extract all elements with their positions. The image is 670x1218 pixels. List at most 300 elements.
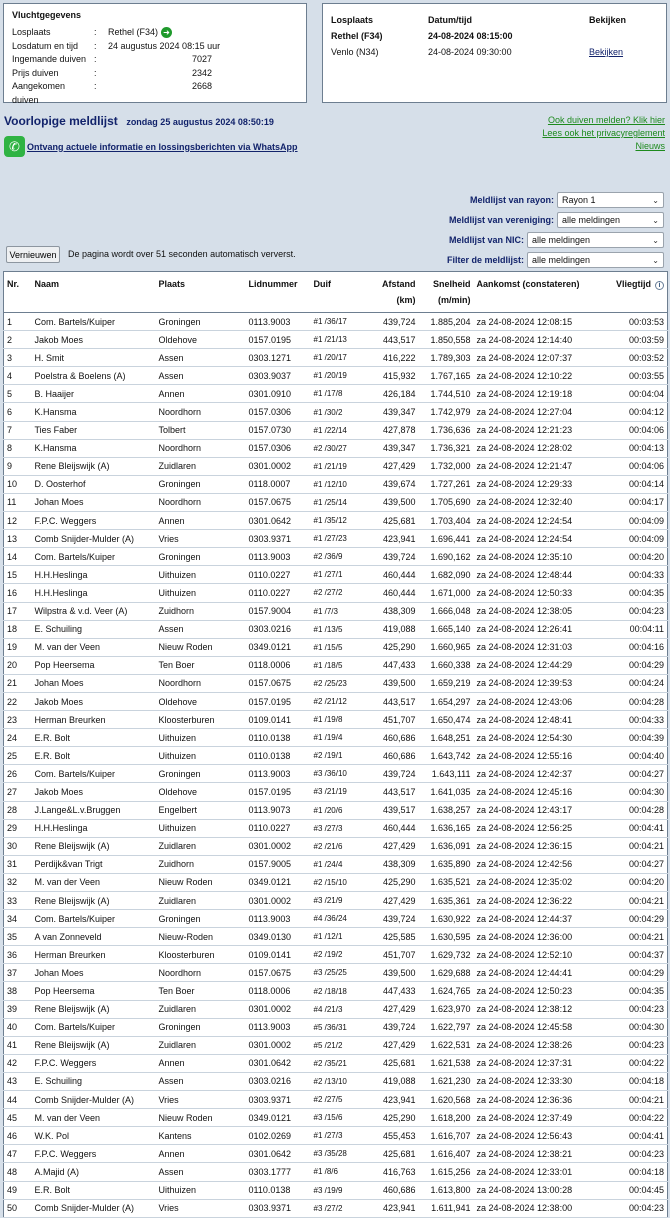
row-nr: 14 xyxy=(4,548,32,566)
chevron-down-icon: ⌄ xyxy=(652,215,659,225)
row-speed: 1.635,890 xyxy=(419,855,474,873)
row-member: 0301.0002 xyxy=(246,837,311,855)
row-nr: 24 xyxy=(4,729,32,747)
prize-birds-label: Prijs duiven xyxy=(12,67,59,78)
news-link[interactable]: Nieuws xyxy=(635,141,665,151)
row-name: Rene Bleijswijk (A) xyxy=(32,1000,156,1018)
row-name: B. Haaijer xyxy=(32,385,156,403)
table-row xyxy=(4,910,668,928)
row-speed: 1.630,595 xyxy=(419,928,474,946)
row-nr: 38 xyxy=(4,982,32,1000)
flight-info-title: Vluchtgegevens xyxy=(12,10,82,20)
list-datetime: zondag 25 augustus 2024 08:50:19 xyxy=(126,117,274,127)
results-table xyxy=(3,271,668,1218)
row-name: Johan Moes xyxy=(32,964,156,982)
row-place: Zuidlaren xyxy=(156,892,246,910)
row-distance: 460,686 xyxy=(367,747,419,765)
row-member: 0349.0121 xyxy=(246,873,311,891)
row-bird: #3 /27/2 xyxy=(311,1199,367,1217)
chevron-down-icon: ⌄ xyxy=(652,195,659,205)
row-nr: 23 xyxy=(4,711,32,729)
row-member: 0113.9003 xyxy=(246,1018,311,1036)
row-speed: 1.732,000 xyxy=(419,457,474,475)
table-row xyxy=(4,892,668,910)
table-row xyxy=(4,602,668,620)
row-name: M. van der Veen xyxy=(32,873,156,891)
row-arrival: za 24-08-2024 12:52:10 xyxy=(474,946,602,964)
list-filter-row xyxy=(447,252,664,268)
table-row xyxy=(4,747,668,765)
row-name: Rene Bleijswijk (A) xyxy=(32,892,156,910)
row-distance: 439,500 xyxy=(367,964,419,982)
row-flighttime: 00:04:21 xyxy=(602,1091,668,1109)
row-place: Assen xyxy=(156,1072,246,1090)
row-distance: 443,517 xyxy=(367,331,419,349)
row-flighttime: 00:04:41 xyxy=(602,819,668,837)
row-nr: 31 xyxy=(4,855,32,873)
row-member: 0110.0138 xyxy=(246,729,311,747)
row-distance: 447,433 xyxy=(367,982,419,1000)
row-distance: 443,517 xyxy=(367,692,419,710)
table-header-row xyxy=(4,272,668,313)
row-bird: #3 /25/25 xyxy=(311,964,367,982)
row-distance: 439,724 xyxy=(367,910,419,928)
row-speed: 1.665,140 xyxy=(419,620,474,638)
rayon-select[interactable] xyxy=(557,192,664,208)
row-name: E. Schuiling xyxy=(32,620,156,638)
row-bird: #2 /18/18 xyxy=(311,982,367,1000)
row-bird: #2 /27/2 xyxy=(311,584,367,602)
club-select-value: alle meldingen xyxy=(562,215,621,225)
refresh-button[interactable]: Vernieuwen xyxy=(6,246,60,263)
row-bird: #2 /21/12 xyxy=(311,692,367,710)
col-nr: Nr. xyxy=(4,272,32,313)
row-arrival: za 24-08-2024 12:32:40 xyxy=(474,493,602,511)
row-member: 0303.9371 xyxy=(246,530,311,548)
row-nr: 40 xyxy=(4,1018,32,1036)
row-speed: 1.622,531 xyxy=(419,1036,474,1054)
row-place: Groningen xyxy=(156,910,246,928)
row-bird: #1 /22/14 xyxy=(311,421,367,439)
row-speed: 1.623,970 xyxy=(419,1000,474,1018)
table-row xyxy=(4,638,668,656)
row-place: Groningen xyxy=(156,475,246,493)
row-speed: 1.736,321 xyxy=(419,439,474,457)
row-speed: 1.850,558 xyxy=(419,331,474,349)
row-name: A.Majid (A) xyxy=(32,1163,156,1181)
row-flighttime: 00:04:30 xyxy=(602,783,668,801)
row-member: 0157.9004 xyxy=(246,602,311,620)
row-distance: 423,941 xyxy=(367,1091,419,1109)
row-bird: #5 /21/2 xyxy=(311,1036,367,1054)
row-nr: 21 xyxy=(4,674,32,692)
row-bird: #3 /36/10 xyxy=(311,765,367,783)
row-distance: 427,878 xyxy=(367,421,419,439)
nic-select-value: alle meldingen xyxy=(532,235,591,245)
row-place: Annen xyxy=(156,1145,246,1163)
row-speed: 1.744,510 xyxy=(419,385,474,403)
row-place: Assen xyxy=(156,1163,246,1181)
row-place: Assen xyxy=(156,349,246,367)
row-flighttime: 00:04:04 xyxy=(602,385,668,403)
row-bird: #1 /20/17 xyxy=(311,349,367,367)
table-row xyxy=(4,1072,668,1090)
row-place: Uithuizen xyxy=(156,566,246,584)
row-bird: #1 /21/13 xyxy=(311,331,367,349)
row-member: 0303.0216 xyxy=(246,1072,311,1090)
row-distance: 460,444 xyxy=(367,566,419,584)
col-speed-label: Snelheid xyxy=(432,279,471,289)
report-birds-link[interactable]: Ook duiven melden? Klik hier xyxy=(547,115,665,125)
row-speed: 1.727,261 xyxy=(419,475,474,493)
row-place: Nieuw Roden xyxy=(156,1109,246,1127)
table-row xyxy=(4,964,668,982)
row-member: 0301.0002 xyxy=(246,1036,311,1054)
table-row xyxy=(4,946,668,964)
row-flighttime: 00:04:45 xyxy=(602,1181,668,1199)
row-place: Annen xyxy=(156,512,246,530)
row-distance: 438,309 xyxy=(367,602,419,620)
row-bird: #1 /25/14 xyxy=(311,493,367,511)
row-member: 0157.0675 xyxy=(246,493,311,511)
whatsapp-banner[interactable] xyxy=(4,136,298,157)
row-nr: 50 xyxy=(4,1199,32,1217)
row-distance: 439,724 xyxy=(367,313,419,331)
row-name: W.K. Pol xyxy=(32,1127,156,1145)
row-arrival: za 24-08-2024 12:37:31 xyxy=(474,1054,602,1072)
row-bird: #1 /27/23 xyxy=(311,530,367,548)
row-arrival: za 24-08-2024 12:38:12 xyxy=(474,1000,602,1018)
row-distance: 455,453 xyxy=(367,1127,419,1145)
release-view-link xyxy=(589,28,658,44)
table-row xyxy=(4,711,668,729)
row-flighttime: 00:03:59 xyxy=(602,331,668,349)
row-name: Wilpstra & v.d. Veer (A) xyxy=(32,602,156,620)
row-member: 0110.0227 xyxy=(246,819,311,837)
row-speed: 1.636,091 xyxy=(419,837,474,855)
row-place: Noordhorn xyxy=(156,403,246,421)
row-flighttime: 00:04:21 xyxy=(602,837,668,855)
row-bird: #1 /24/4 xyxy=(311,855,367,873)
row-distance: 425,681 xyxy=(367,1054,419,1072)
row-speed: 1.650,474 xyxy=(419,711,474,729)
row-bird: #2 /21/6 xyxy=(311,837,367,855)
flight-info-row xyxy=(12,80,298,105)
table-row xyxy=(4,855,668,873)
flight-info-row xyxy=(12,53,298,67)
row-speed: 1.638,257 xyxy=(419,801,474,819)
row-place: Kantens xyxy=(156,1127,246,1145)
row-name: Poelstra & Boelens (A) xyxy=(32,367,156,385)
row-nr: 20 xyxy=(4,656,32,674)
col-speed xyxy=(419,272,474,313)
row-nr: 33 xyxy=(4,892,32,910)
row-bird: #1 /18/5 xyxy=(311,656,367,674)
row-distance: 427,429 xyxy=(367,892,419,910)
row-distance: 439,724 xyxy=(367,548,419,566)
row-name: H.H.Heslinga xyxy=(32,566,156,584)
row-member: 0301.0642 xyxy=(246,1145,311,1163)
row-name: F.P.C. Weggers xyxy=(32,512,156,530)
row-arrival: za 24-08-2024 12:35:02 xyxy=(474,873,602,891)
row-member: 0303.1271 xyxy=(246,349,311,367)
row-place: Oldehove xyxy=(156,692,246,710)
col-flighttime xyxy=(602,272,668,313)
release-place-text: Rethel (F34) xyxy=(108,27,159,37)
nic-select[interactable] xyxy=(527,232,664,248)
row-nr: 35 xyxy=(4,928,32,946)
row-member: 0349.0130 xyxy=(246,928,311,946)
row-member: 0301.0002 xyxy=(246,1000,311,1018)
release-row xyxy=(331,44,658,60)
table-row xyxy=(4,1036,668,1054)
row-flighttime: 00:04:23 xyxy=(602,1199,668,1217)
separator: : xyxy=(94,81,97,91)
auto-refresh-text: De pagina wordt over 51 seconden automatisch ververst. xyxy=(68,249,296,259)
row-arrival: za 24-08-2024 12:54:30 xyxy=(474,729,602,747)
view-release-link[interactable]: Bekijken xyxy=(589,47,624,57)
row-name: Pop Heersema xyxy=(32,982,156,1000)
row-member: 0109.0141 xyxy=(246,946,311,964)
table-row xyxy=(4,403,668,421)
table-row xyxy=(4,1000,668,1018)
row-name: H. Smit xyxy=(32,349,156,367)
row-name: H.H.Heslinga xyxy=(32,584,156,602)
row-bird: #4 /21/3 xyxy=(311,1000,367,1018)
row-flighttime: 00:04:27 xyxy=(602,855,668,873)
row-distance: 419,088 xyxy=(367,1072,419,1090)
row-member: 0349.0121 xyxy=(246,1109,311,1127)
row-bird: #1 /12/1 xyxy=(311,928,367,946)
row-place: Annen xyxy=(156,385,246,403)
row-place: Vries xyxy=(156,530,246,548)
row-bird: #2 /13/10 xyxy=(311,1072,367,1090)
row-nr: 13 xyxy=(4,530,32,548)
row-flighttime: 00:04:20 xyxy=(602,873,668,891)
row-speed: 1.636,165 xyxy=(419,819,474,837)
row-flighttime: 00:04:12 xyxy=(602,403,668,421)
row-flighttime: 00:04:23 xyxy=(602,602,668,620)
release-view-header: Bekijken xyxy=(589,15,627,25)
row-place: Ten Boer xyxy=(156,982,246,1000)
row-speed: 1.660,338 xyxy=(419,656,474,674)
nic-filter-label: Meldlijst van NIC: xyxy=(448,235,524,245)
table-row xyxy=(4,349,668,367)
row-flighttime: 00:04:17 xyxy=(602,493,668,511)
row-place: Assen xyxy=(156,367,246,385)
row-distance: 416,222 xyxy=(367,349,419,367)
row-nr: 6 xyxy=(4,403,32,421)
row-nr: 27 xyxy=(4,783,32,801)
whatsapp-icon[interactable]: ✆ xyxy=(4,136,25,157)
club-select[interactable] xyxy=(557,212,664,228)
row-flighttime: 00:04:24 xyxy=(602,674,668,692)
row-place: Noordhorn xyxy=(156,493,246,511)
table-row xyxy=(4,367,668,385)
row-flighttime: 00:04:22 xyxy=(602,1109,668,1127)
row-name: E.R. Bolt xyxy=(32,1181,156,1199)
row-speed: 1.621,230 xyxy=(419,1072,474,1090)
row-distance: 439,500 xyxy=(367,674,419,692)
row-arrival: za 24-08-2024 12:10:22 xyxy=(474,367,602,385)
row-flighttime: 00:04:35 xyxy=(602,982,668,1000)
row-arrival: za 24-08-2024 12:21:23 xyxy=(474,421,602,439)
table-row xyxy=(4,512,668,530)
row-flighttime: 00:04:28 xyxy=(602,801,668,819)
row-name: J.Lange&L.v.Bruggen xyxy=(32,801,156,819)
row-name: Comb Snijder-Mulder (A) xyxy=(32,1199,156,1217)
row-arrival: za 24-08-2024 12:36:36 xyxy=(474,1091,602,1109)
row-bird: #1 /15/5 xyxy=(311,638,367,656)
table-row xyxy=(4,530,668,548)
row-name: M. van der Veen xyxy=(32,1109,156,1127)
nic-filter-row xyxy=(449,232,664,248)
flight-info-panel xyxy=(3,3,307,103)
row-flighttime: 00:04:30 xyxy=(602,1018,668,1036)
row-place: Kloosterburen xyxy=(156,711,246,729)
col-arrival: Aankomst (constateren) xyxy=(474,272,602,313)
row-bird: #1 /8/6 xyxy=(311,1163,367,1181)
row-name: F.P.C. Weggers xyxy=(32,1145,156,1163)
row-member: 0113.9003 xyxy=(246,910,311,928)
row-name: Com. Bartels/Kuiper xyxy=(32,765,156,783)
row-nr: 32 xyxy=(4,873,32,891)
row-nr: 29 xyxy=(4,819,32,837)
row-flighttime: 00:04:23 xyxy=(602,1036,668,1054)
row-speed: 1.624,765 xyxy=(419,982,474,1000)
table-row xyxy=(4,1018,668,1036)
whatsapp-link[interactable]: Ontvang actuele informatie en lossingsberichten via WhatsApp xyxy=(27,141,298,152)
row-nr: 4 xyxy=(4,367,32,385)
table-row xyxy=(4,1145,668,1163)
col-speed-unit: (m/min) xyxy=(438,295,471,305)
row-speed: 1.660,965 xyxy=(419,638,474,656)
row-nr: 48 xyxy=(4,1163,32,1181)
table-row xyxy=(4,620,668,638)
table-row xyxy=(4,493,668,511)
release-date-label: Losdatum en tijd xyxy=(12,40,79,51)
row-member: 0303.9371 xyxy=(246,1091,311,1109)
table-row xyxy=(4,692,668,710)
row-place: Uithuizen xyxy=(156,819,246,837)
row-place: Assen xyxy=(156,620,246,638)
row-flighttime: 00:04:29 xyxy=(602,964,668,982)
row-arrival: za 24-08-2024 12:07:37 xyxy=(474,349,602,367)
row-flighttime: 00:04:06 xyxy=(602,421,668,439)
row-arrival: za 24-08-2024 12:35:10 xyxy=(474,548,602,566)
row-arrival: za 24-08-2024 12:39:53 xyxy=(474,674,602,692)
row-member: 0113.9003 xyxy=(246,548,311,566)
row-name: Rene Bleijswijk (A) xyxy=(32,457,156,475)
row-place: Nieuw Roden xyxy=(156,873,246,891)
row-member: 0301.0642 xyxy=(246,1054,311,1072)
row-name: Herman Breurken xyxy=(32,711,156,729)
row-speed: 1.630,922 xyxy=(419,910,474,928)
row-name: Rene Bleijswijk (A) xyxy=(32,1036,156,1054)
row-place: Vries xyxy=(156,1091,246,1109)
row-name: Com. Bartels/Kuiper xyxy=(32,1018,156,1036)
row-name: D. Oosterhof xyxy=(32,475,156,493)
row-distance: 443,517 xyxy=(367,783,419,801)
row-speed: 1.616,407 xyxy=(419,1145,474,1163)
row-bird: #2 /27/5 xyxy=(311,1091,367,1109)
row-nr: 1 xyxy=(4,313,32,331)
row-speed: 1.789,303 xyxy=(419,349,474,367)
row-flighttime: 00:04:16 xyxy=(602,638,668,656)
row-arrival: za 24-08-2024 12:50:33 xyxy=(474,584,602,602)
privacy-link[interactable]: Lees ook het privacyreglement xyxy=(542,128,665,138)
row-speed: 1.696,441 xyxy=(419,530,474,548)
row-place: Ten Boer xyxy=(156,656,246,674)
rayon-filter-row xyxy=(470,192,664,208)
row-arrival: za 24-08-2024 12:38:21 xyxy=(474,1145,602,1163)
col-bird: Duif xyxy=(311,272,367,313)
arrow-right-icon[interactable]: ➜ xyxy=(161,27,172,38)
row-arrival: za 24-08-2024 12:50:23 xyxy=(474,982,602,1000)
row-place: Oldehove xyxy=(156,783,246,801)
row-member: 0118.0007 xyxy=(246,475,311,493)
info-icon[interactable]: i xyxy=(655,281,664,290)
row-nr: 28 xyxy=(4,801,32,819)
row-name: Rene Bleijswijk (A) xyxy=(32,837,156,855)
row-speed: 1.742,979 xyxy=(419,403,474,421)
prize-birds-value: 2342 xyxy=(191,67,212,78)
row-bird: #3 /21/9 xyxy=(311,892,367,910)
page-heading xyxy=(4,114,274,128)
col-flighttime-label: Vliegtijd xyxy=(615,279,651,289)
row-member: 0157.0675 xyxy=(246,674,311,692)
col-name: Naam xyxy=(32,272,156,313)
row-distance: 425,290 xyxy=(367,873,419,891)
row-member: 0157.0306 xyxy=(246,439,311,457)
row-nr: 5 xyxy=(4,385,32,403)
row-member: 0301.0002 xyxy=(246,457,311,475)
row-speed: 1.659,219 xyxy=(419,674,474,692)
club-filter-row xyxy=(449,212,664,228)
row-arrival: za 24-08-2024 12:08:15 xyxy=(474,313,602,331)
row-nr: 18 xyxy=(4,620,32,638)
table-row xyxy=(4,1091,668,1109)
row-member: 0110.0227 xyxy=(246,566,311,584)
list-filter-select[interactable] xyxy=(527,252,664,268)
row-flighttime: 00:04:20 xyxy=(602,548,668,566)
row-flighttime: 00:04:33 xyxy=(602,711,668,729)
basketed-birds-value: 7027 xyxy=(191,54,212,64)
row-arrival: za 24-08-2024 12:37:49 xyxy=(474,1109,602,1127)
row-flighttime: 00:04:29 xyxy=(602,910,668,928)
row-speed: 1.641,035 xyxy=(419,783,474,801)
table-row xyxy=(4,783,668,801)
row-arrival: za 24-08-2024 12:38:26 xyxy=(474,1036,602,1054)
row-nr: 37 xyxy=(4,964,32,982)
row-bird: #1 /35/12 xyxy=(311,512,367,530)
row-name: E.R. Bolt xyxy=(32,747,156,765)
release-place: Venlo (N34) xyxy=(331,47,379,57)
table-row xyxy=(4,439,668,457)
flight-info-row xyxy=(12,26,298,40)
row-member: 0102.0269 xyxy=(246,1127,311,1145)
row-distance: 427,429 xyxy=(367,1036,419,1054)
row-distance: 460,686 xyxy=(367,729,419,747)
row-arrival: za 24-08-2024 12:55:16 xyxy=(474,747,602,765)
row-nr: 34 xyxy=(4,910,32,928)
col-distance xyxy=(367,272,419,313)
table-row xyxy=(4,656,668,674)
col-member: Lidnummer xyxy=(246,272,311,313)
row-nr: 30 xyxy=(4,837,32,855)
row-arrival: za 24-08-2024 12:31:03 xyxy=(474,638,602,656)
row-nr: 12 xyxy=(4,512,32,530)
